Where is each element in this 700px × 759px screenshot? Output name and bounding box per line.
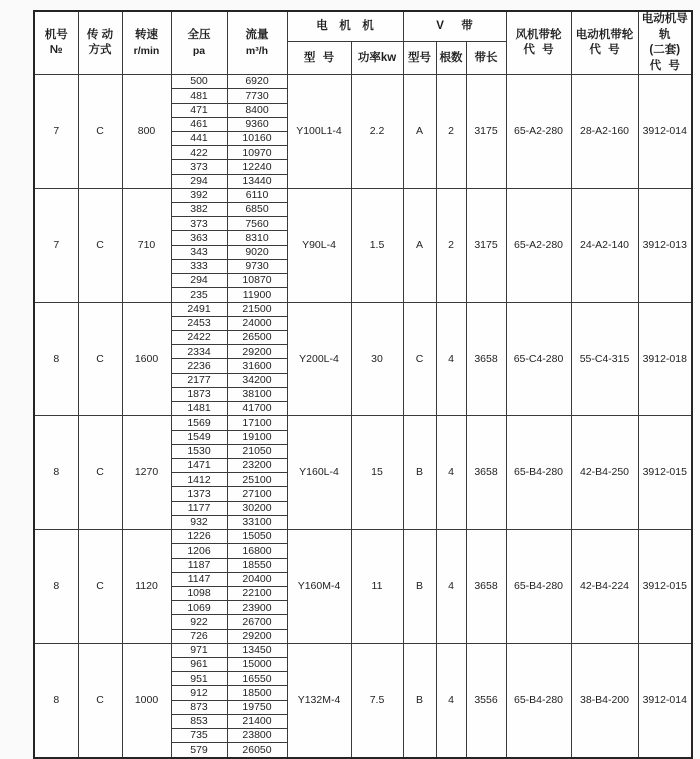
flow-cell: 18500	[227, 686, 287, 700]
flow-cell: 26700	[227, 615, 287, 629]
flow-cell: 12240	[227, 160, 287, 174]
flow-cell: 23900	[227, 601, 287, 615]
motor-rail-cell: 3912-014	[638, 643, 692, 757]
flow-cell: 17100	[227, 416, 287, 430]
pressure-cell: 726	[171, 629, 227, 643]
speed-cell: 1120	[122, 530, 171, 644]
flow-cell: 41700	[227, 402, 287, 416]
table-body	[34, 75, 692, 758]
machine-no-cell: 8	[34, 643, 78, 757]
motor-model-cell: Y90L-4	[287, 188, 351, 302]
flow-cell: 24000	[227, 316, 287, 330]
flow-cell: 19100	[227, 430, 287, 444]
vbelt-count-cell: 4	[436, 302, 466, 416]
pressure-cell: 441	[171, 131, 227, 145]
drive-mode-cell: C	[78, 302, 122, 416]
flow-cell: 19750	[227, 700, 287, 714]
motor-power-cell: 1.5	[351, 188, 403, 302]
fan-pulley-cell: 65-B4-280	[506, 530, 571, 644]
motor-rail-cell: 3912-018	[638, 302, 692, 416]
motor-rail-cell: 3912-014	[638, 75, 692, 189]
flow-cell: 38100	[227, 387, 287, 401]
pressure-cell: 2334	[171, 345, 227, 359]
pressure-cell: 500	[171, 75, 227, 89]
flow-cell: 7730	[227, 89, 287, 103]
header-speed: 转速 r/min	[122, 11, 171, 75]
motor-model-cell: Y132M-4	[287, 643, 351, 757]
flow-cell: 8310	[227, 231, 287, 245]
pressure-cell: 912	[171, 686, 227, 700]
motor-rail-cell: 3912-015	[638, 416, 692, 530]
speed-cell: 1600	[122, 302, 171, 416]
speed-cell: 1000	[122, 643, 171, 757]
fan-pulley-cell: 65-A2-280	[506, 75, 571, 189]
flow-cell: 15000	[227, 658, 287, 672]
header-motor-model: 型 号	[287, 41, 351, 74]
motor-power-cell: 30	[351, 302, 403, 416]
flow-cell: 13450	[227, 643, 287, 657]
header-drive-mode: 传 动 方式	[78, 11, 122, 75]
header-motor-rail: 电动机导轨 (二套) 代 号	[638, 11, 692, 75]
table-row	[34, 75, 692, 89]
pressure-cell: 922	[171, 615, 227, 629]
flow-cell: 30200	[227, 501, 287, 515]
vbelt-type-cell: B	[403, 416, 436, 530]
flow-cell: 10160	[227, 131, 287, 145]
flow-cell: 15050	[227, 530, 287, 544]
pressure-cell: 2453	[171, 316, 227, 330]
drive-mode-cell: C	[78, 416, 122, 530]
machine-no-cell: 7	[34, 75, 78, 189]
header-vbelt-group: V 带	[403, 11, 506, 41]
flow-cell: 8400	[227, 103, 287, 117]
fan-pulley-cell: 65-C4-280	[506, 302, 571, 416]
machine-no-cell: 7	[34, 188, 78, 302]
motor-power-cell: 11	[351, 530, 403, 644]
vbelt-count-cell: 4	[436, 643, 466, 757]
vbelt-length-cell: 3175	[466, 188, 506, 302]
pressure-cell: 392	[171, 188, 227, 202]
pressure-cell: 951	[171, 672, 227, 686]
flow-cell: 31600	[227, 359, 287, 373]
flow-cell: 6110	[227, 188, 287, 202]
flow-cell: 9730	[227, 259, 287, 273]
pressure-cell: 1206	[171, 544, 227, 558]
motor-model-cell: Y100L1-4	[287, 75, 351, 189]
pressure-cell: 2177	[171, 373, 227, 387]
header-vbelt-count: 根数	[436, 41, 466, 74]
pressure-cell: 1177	[171, 501, 227, 515]
pressure-cell: 1481	[171, 402, 227, 416]
flow-cell: 16550	[227, 672, 287, 686]
pressure-cell: 1069	[171, 601, 227, 615]
pressure-cell: 471	[171, 103, 227, 117]
flow-cell: 9020	[227, 245, 287, 259]
motor-rail-cell: 3912-015	[638, 530, 692, 644]
motor-power-cell: 15	[351, 416, 403, 530]
flow-cell: 23200	[227, 458, 287, 472]
pressure-cell: 853	[171, 714, 227, 728]
table-row	[34, 530, 692, 544]
vbelt-length-cell: 3658	[466, 530, 506, 644]
pressure-cell: 461	[171, 117, 227, 131]
motor-pulley-cell: 24-A2-140	[571, 188, 638, 302]
pressure-cell: 2236	[171, 359, 227, 373]
flow-cell: 23800	[227, 729, 287, 743]
flow-cell: 26050	[227, 743, 287, 758]
fan-pulley-cell: 65-A2-280	[506, 188, 571, 302]
pressure-cell: 235	[171, 288, 227, 302]
pressure-cell: 343	[171, 245, 227, 259]
machine-no-cell: 8	[34, 302, 78, 416]
pressure-cell: 1187	[171, 558, 227, 572]
pressure-cell: 873	[171, 700, 227, 714]
pressure-cell: 1412	[171, 473, 227, 487]
vbelt-count-cell: 4	[436, 530, 466, 644]
table-row	[34, 643, 692, 657]
flow-cell: 34200	[227, 373, 287, 387]
pressure-cell: 1530	[171, 444, 227, 458]
fan-spec-table	[33, 10, 693, 759]
header-flow: 流量 m³/h	[227, 11, 287, 75]
header-motor-group: 电 机 机	[287, 11, 403, 41]
flow-cell: 21500	[227, 302, 287, 316]
motor-pulley-cell: 42-B4-224	[571, 530, 638, 644]
pressure-cell: 382	[171, 203, 227, 217]
flow-cell: 25100	[227, 473, 287, 487]
pressure-cell: 961	[171, 658, 227, 672]
header-fan-pulley: 风机带轮 代 号	[506, 11, 571, 75]
pressure-cell: 363	[171, 231, 227, 245]
vbelt-type-cell: A	[403, 75, 436, 189]
drive-mode-cell: C	[78, 75, 122, 189]
pressure-cell: 333	[171, 259, 227, 273]
flow-cell: 16800	[227, 544, 287, 558]
flow-cell: 33100	[227, 515, 287, 529]
flow-cell: 7560	[227, 217, 287, 231]
header-motor-power: 功率kw	[351, 41, 403, 74]
vbelt-type-cell: A	[403, 188, 436, 302]
pressure-cell: 1147	[171, 572, 227, 586]
vbelt-type-cell: B	[403, 530, 436, 644]
header-row-1	[34, 11, 692, 41]
pressure-cell: 2422	[171, 331, 227, 345]
pressure-cell: 373	[171, 217, 227, 231]
flow-cell: 10970	[227, 146, 287, 160]
motor-pulley-cell: 28-A2-160	[571, 75, 638, 189]
header-vbelt-length: 带长	[466, 41, 506, 74]
pressure-cell: 481	[171, 89, 227, 103]
flow-cell: 9360	[227, 117, 287, 131]
pressure-cell: 579	[171, 743, 227, 758]
motor-power-cell: 7.5	[351, 643, 403, 757]
pressure-cell: 2491	[171, 302, 227, 316]
fan-pulley-cell: 65-B4-280	[506, 416, 571, 530]
vbelt-count-cell: 2	[436, 188, 466, 302]
pressure-cell: 1373	[171, 487, 227, 501]
motor-pulley-cell: 42-B4-250	[571, 416, 638, 530]
pressure-cell: 294	[171, 174, 227, 188]
flow-cell: 21400	[227, 714, 287, 728]
motor-model-cell: Y160L-4	[287, 416, 351, 530]
pressure-cell: 735	[171, 729, 227, 743]
flow-cell: 18550	[227, 558, 287, 572]
speed-cell: 710	[122, 188, 171, 302]
flow-cell: 26500	[227, 331, 287, 345]
fan-pulley-cell: 65-B4-280	[506, 643, 571, 757]
pressure-cell: 1569	[171, 416, 227, 430]
speed-cell: 1270	[122, 416, 171, 530]
flow-cell: 10870	[227, 274, 287, 288]
flow-cell: 22100	[227, 586, 287, 600]
table-header	[34, 11, 692, 75]
header-motor-pulley: 电动机带轮 代 号	[571, 11, 638, 75]
pressure-cell: 1471	[171, 458, 227, 472]
header-vbelt-type: 型号	[403, 41, 436, 74]
motor-pulley-cell: 38-B4-200	[571, 643, 638, 757]
table-row	[34, 302, 692, 316]
pressure-cell: 971	[171, 643, 227, 657]
flow-cell: 21050	[227, 444, 287, 458]
pressure-cell: 1226	[171, 530, 227, 544]
drive-mode-cell: C	[78, 643, 122, 757]
machine-no-cell: 8	[34, 416, 78, 530]
flow-cell: 11900	[227, 288, 287, 302]
flow-cell: 29200	[227, 345, 287, 359]
vbelt-length-cell: 3658	[466, 416, 506, 530]
flow-cell: 13440	[227, 174, 287, 188]
flow-cell: 29200	[227, 629, 287, 643]
machine-no-cell: 8	[34, 530, 78, 644]
motor-model-cell: Y160M-4	[287, 530, 351, 644]
pressure-cell: 1873	[171, 387, 227, 401]
vbelt-length-cell: 3175	[466, 75, 506, 189]
header-machine-no: 机号 №	[34, 11, 78, 75]
motor-power-cell: 2.2	[351, 75, 403, 189]
pressure-cell: 422	[171, 146, 227, 160]
speed-cell: 800	[122, 75, 171, 189]
table-row	[34, 188, 692, 202]
header-pressure: 全压 pa	[171, 11, 227, 75]
flow-cell: 20400	[227, 572, 287, 586]
motor-rail-cell: 3912-013	[638, 188, 692, 302]
pressure-cell: 294	[171, 274, 227, 288]
vbelt-type-cell: B	[403, 643, 436, 757]
pressure-cell: 373	[171, 160, 227, 174]
vbelt-type-cell: C	[403, 302, 436, 416]
vbelt-count-cell: 4	[436, 416, 466, 530]
flow-cell: 6850	[227, 203, 287, 217]
drive-mode-cell: C	[78, 530, 122, 644]
pressure-cell: 932	[171, 515, 227, 529]
vbelt-count-cell: 2	[436, 75, 466, 189]
vbelt-length-cell: 3658	[466, 302, 506, 416]
motor-pulley-cell: 55-C4-315	[571, 302, 638, 416]
pressure-cell: 1549	[171, 430, 227, 444]
vbelt-length-cell: 3556	[466, 643, 506, 757]
drive-mode-cell: C	[78, 188, 122, 302]
motor-model-cell: Y200L-4	[287, 302, 351, 416]
table-row	[34, 416, 692, 430]
pressure-cell: 1098	[171, 586, 227, 600]
flow-cell: 27100	[227, 487, 287, 501]
flow-cell: 6920	[227, 75, 287, 89]
